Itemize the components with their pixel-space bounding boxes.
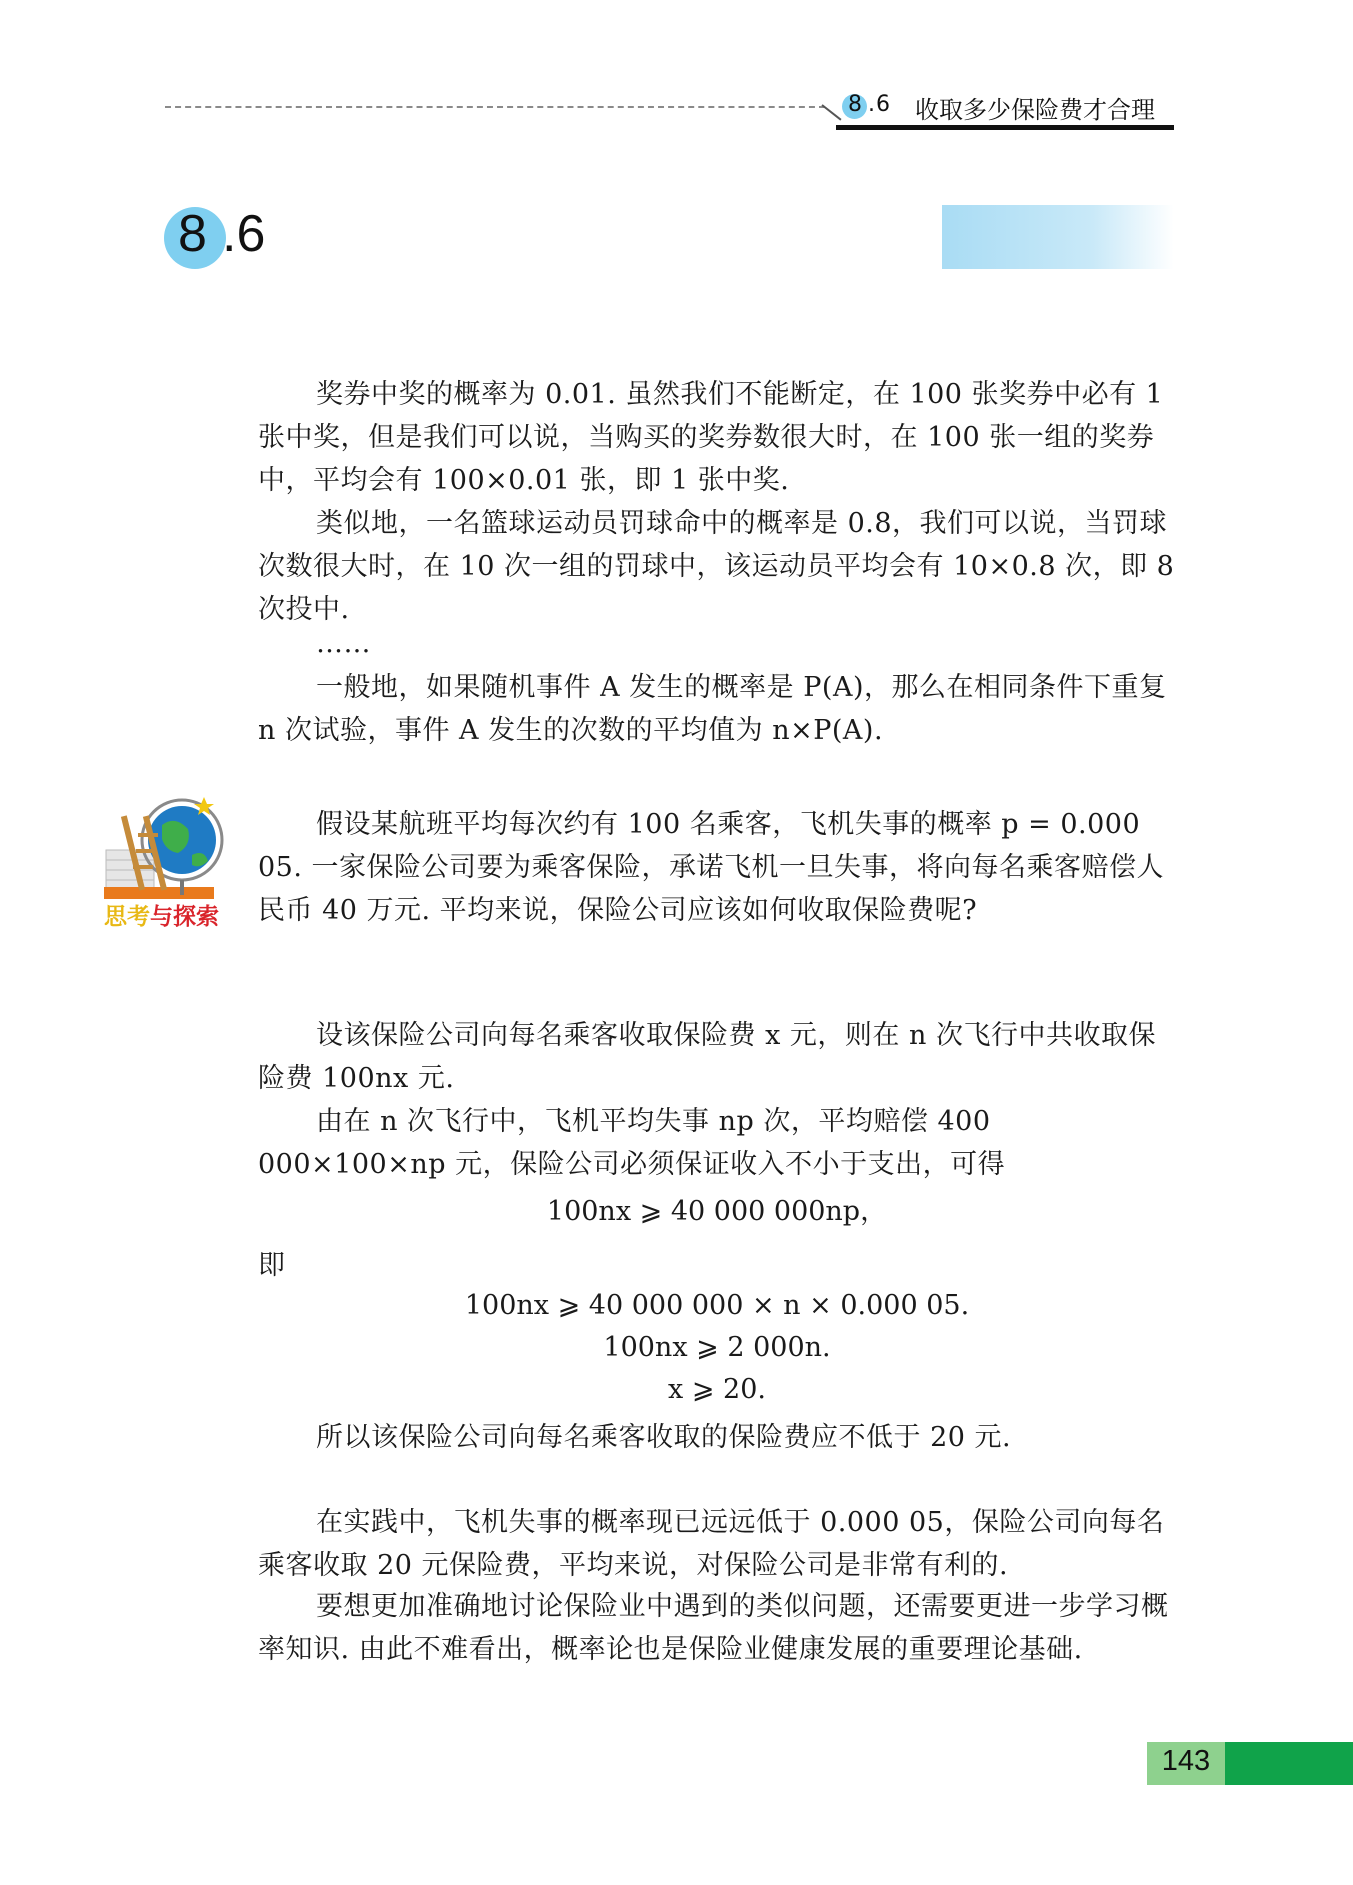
page-number: 143 bbox=[1161, 1745, 1211, 1777]
header-section-title: 收取多少保险费才合理 bbox=[915, 96, 1155, 124]
header-section-number: 8 bbox=[848, 92, 862, 117]
paragraph-expected-payout: 由在 n 次飞行中，飞机平均失事 np 次，平均赔偿 400 000×100×np 元，保险公司必须保证收入不小于支出，可得 bbox=[258, 1106, 1006, 1180]
paragraph-basketball: 类似地，一名篮球运动员罚球命中的概率是 0.8，我们可以说，当罚球次数很大时，在 10 次一组的罚球中，该运动员平均会有 10×0.8 次，即 8 次投中. bbox=[258, 508, 1175, 625]
paragraph-further-study: 要想更加准确地讨论保险业中遇到的类似问题，还需要更进一步学习概率知识. 由此不难看出，概率论也是保险业健康发展的重要理论基础. bbox=[258, 1591, 1169, 1665]
paragraph-general-rule: 一般地，如果随机事件 A 发生的概率是 P(A)，那么在相同条件下重复 n 次试验，事件 A 发生的次数的平均值为 n×P(A). bbox=[258, 672, 1167, 746]
paragraph-lottery: 奖券中奖的概率为 0.01. 虽然我们不能断定，在 100 张奖券中必有 1 张中奖，但是我们可以说，当购买的奖券数很大时，在 100 张一组的奖券中，平均会有 100×0.01 张，即 1 张中奖. bbox=[258, 379, 1164, 496]
page-color-band bbox=[1225, 1742, 1353, 1785]
equation-1: 100nx ⩾ 40 000 000np， bbox=[546, 1196, 888, 1227]
header-section-suffix: .6 bbox=[868, 92, 891, 117]
icon-label-think: 思考 bbox=[104, 904, 150, 930]
equation-3: 100nx ⩾ 2 000n. bbox=[603, 1332, 831, 1363]
icon-label-explore: 探索 bbox=[173, 904, 219, 930]
header-dashed-rule bbox=[165, 106, 825, 108]
paragraph-conclusion: 所以该保险公司向每名乘客收取的保险费应不低于 20 元. bbox=[316, 1422, 1012, 1453]
paragraph-practice: 在实践中，飞机失事的概率现已远远低于 0.000 05，保险公司向每名乘客收取 20 元保险费，平均来说，对保险公司是非常有利的. bbox=[258, 1507, 1165, 1581]
icon-label-and: 与 bbox=[150, 904, 173, 930]
section-number: 8 bbox=[178, 205, 207, 263]
paragraph-set-fee: 设该保险公司向每名乘客收取保险费 x 元，则在 n 次飞行中共收取保险费 100nx 元. bbox=[258, 1020, 1156, 1094]
header-slant-rule bbox=[821, 104, 841, 120]
text-ji: 即 bbox=[258, 1250, 286, 1281]
section-title-band bbox=[942, 205, 1174, 269]
header-bar bbox=[836, 125, 1174, 130]
think-explore-label bbox=[104, 898, 219, 931]
equation-4: x ⩾ 20. bbox=[668, 1374, 766, 1405]
equation-2: 100nx ⩾ 40 000 000 × n × 0.000 05. bbox=[464, 1290, 970, 1321]
paragraph-ellipsis: …… bbox=[316, 628, 371, 659]
paragraph-insurance-question: 假设某航班平均每次约有 100 名乘客，飞机失事的概率 p = 0.000 05. 一家保险公司要为乘客保险，承诺飞机一旦失事，将向每名乘客赔偿人民币 40 万元. 平均来说，保险公司应该如何收取保险费呢? bbox=[258, 809, 1165, 926]
section-number-suffix: .6 bbox=[222, 205, 266, 263]
